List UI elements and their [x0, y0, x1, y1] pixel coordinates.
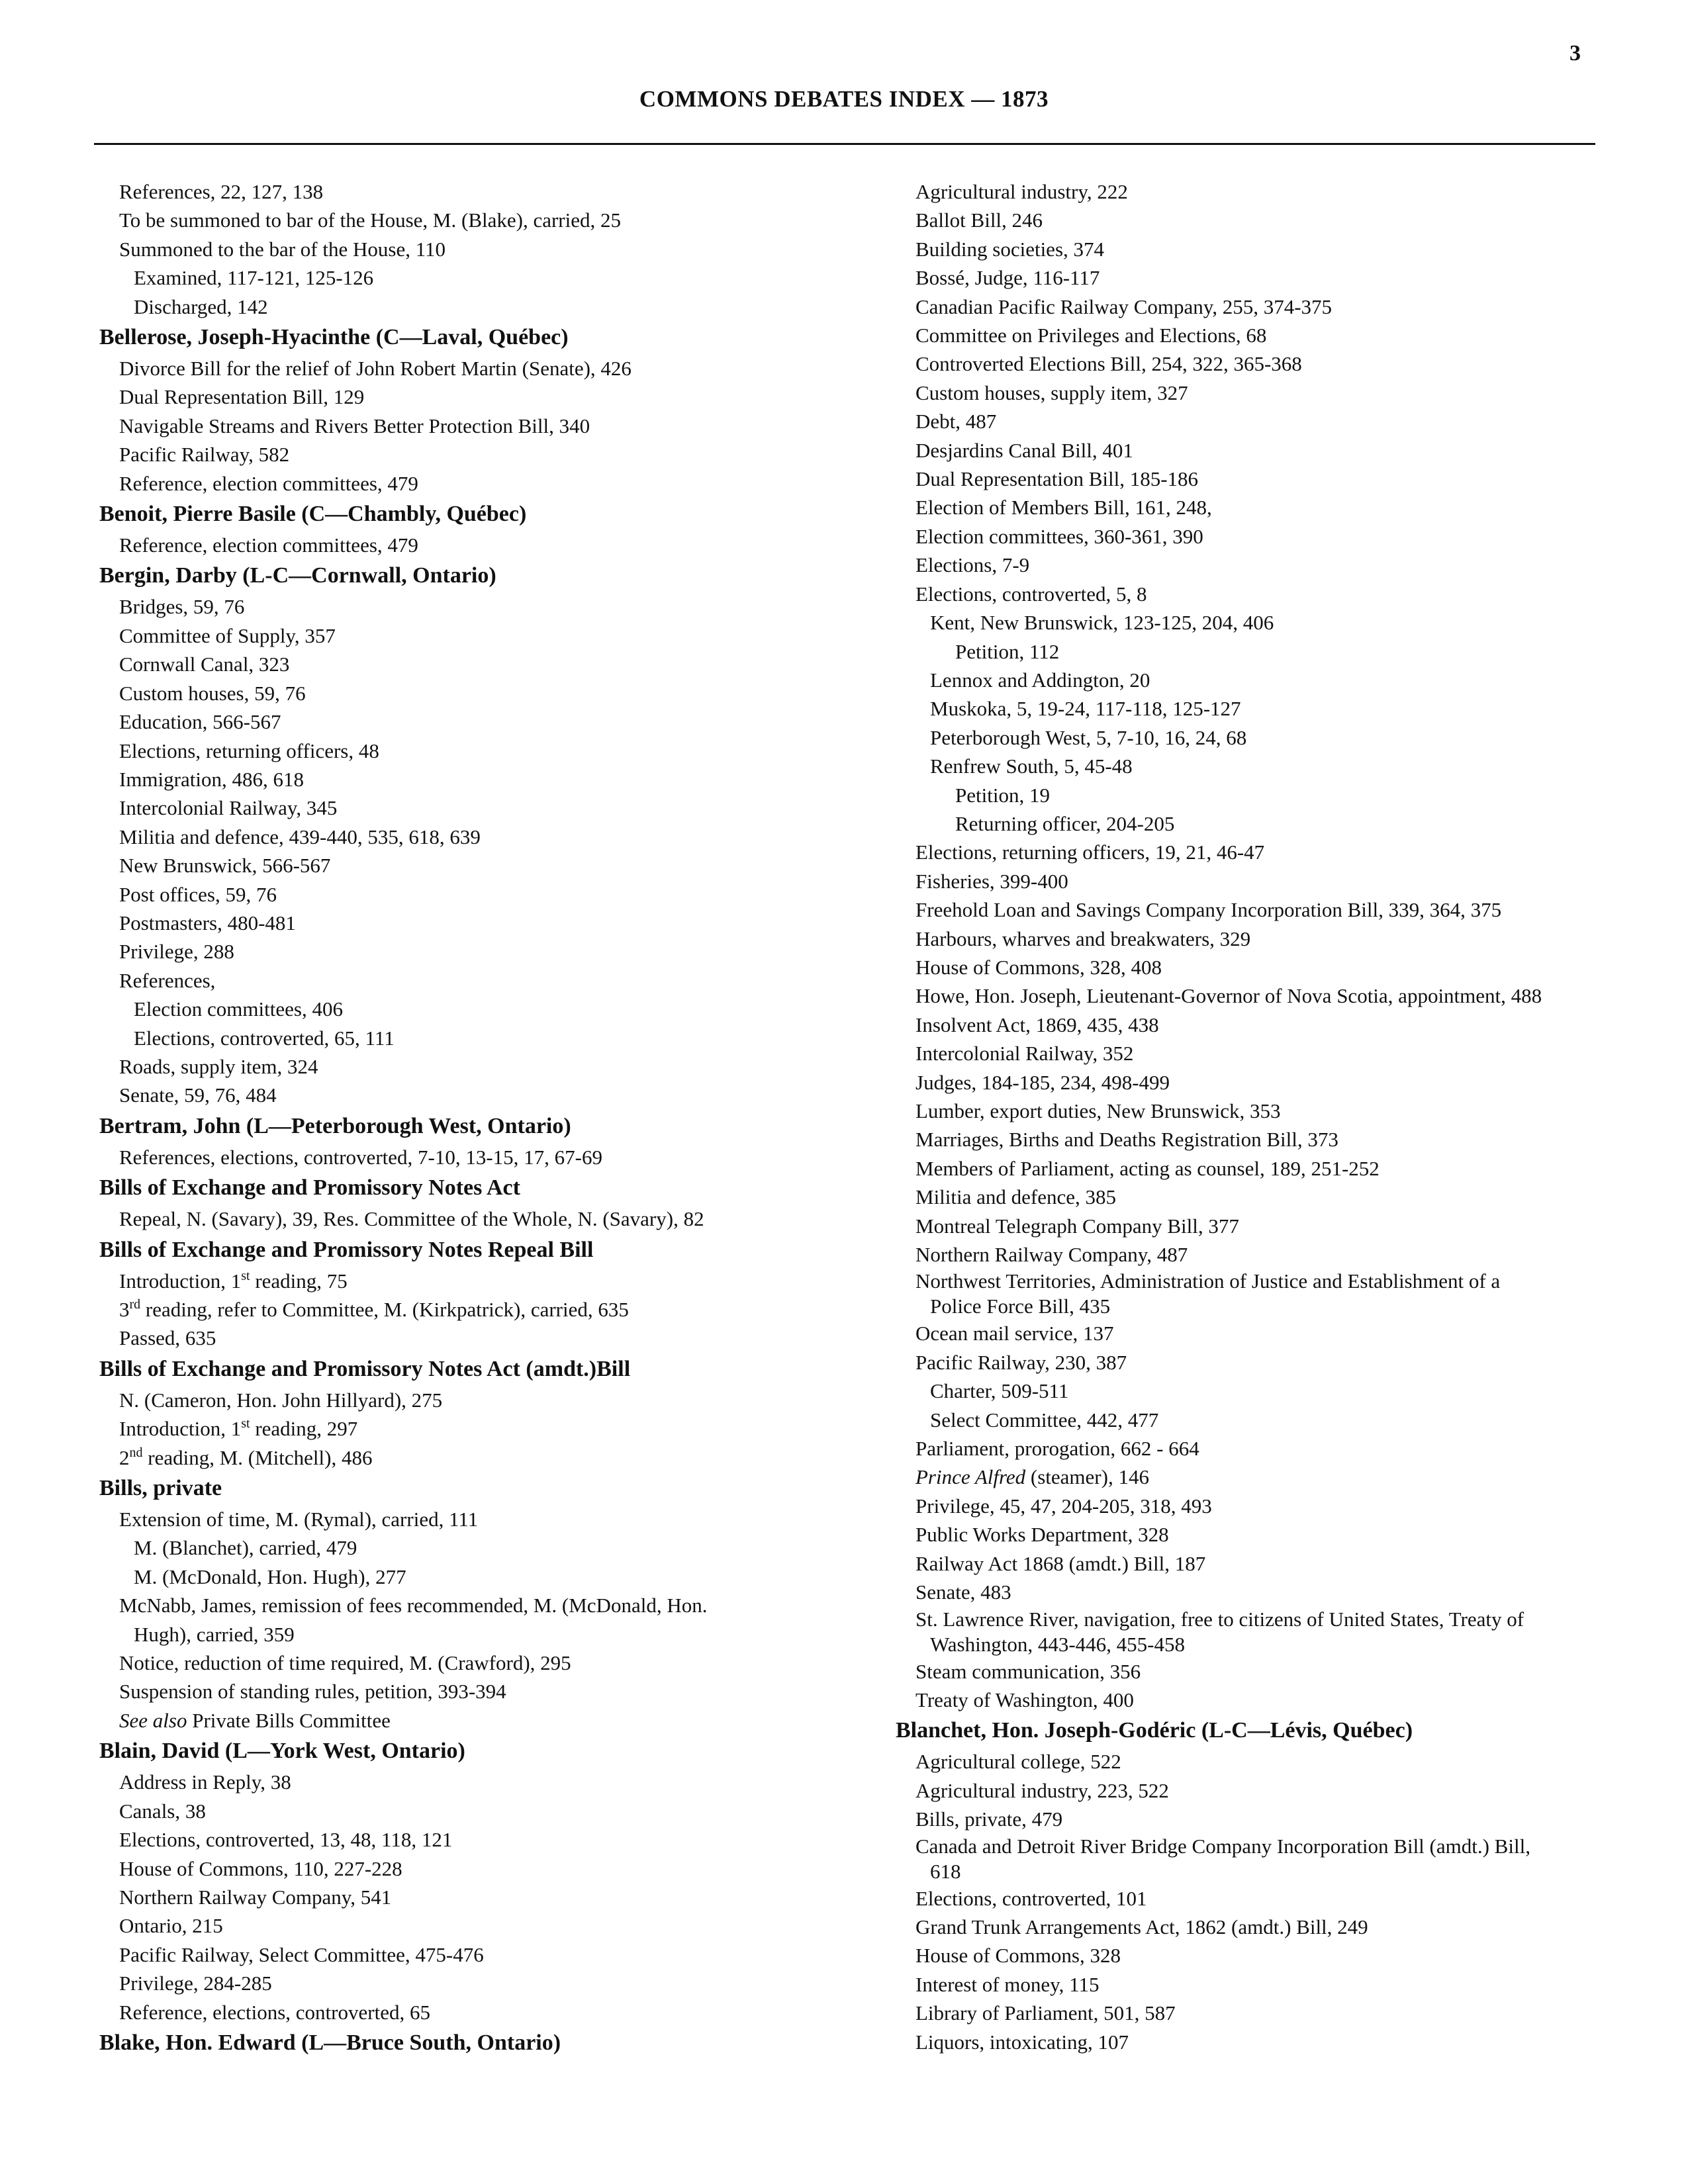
- index-entry: References, 22, 127, 138: [119, 180, 324, 203]
- entry-text: reading, M. (Mitchell), 486: [142, 1445, 373, 1469]
- index-heading: Bergin, Darby (L-C—Cornwall, Ontario): [99, 563, 496, 588]
- index-entry: Agricultural industry, 223, 522: [915, 1778, 1169, 1802]
- vessel-name: Prince Alfred: [915, 1465, 1026, 1489]
- index-entry: Library of Parliament, 501, 587: [915, 2001, 1176, 2025]
- index-heading: Blanchet, Hon. Joseph-Godéric (L-C—Lévis, Québec): [896, 1718, 1413, 1743]
- header-rule: [94, 143, 1595, 145]
- entry-text: reading, 75: [250, 1269, 348, 1293]
- index-entry: [896, 1463, 1624, 1491]
- index-entry: Freehold Loan and Savings Company Incorporation Bill, 339, 364, 375: [915, 898, 1502, 922]
- entry-text: reading, refer to Committee, M. (Kirkpatrick), carried, 635: [140, 1298, 629, 1321]
- index-subentry: M. (McDonald, Hon. Hugh), 277: [134, 1565, 406, 1588]
- index-entry: Custom houses, 59, 76: [119, 681, 306, 705]
- index-entry: Summoned to the bar of the House, 110: [119, 237, 446, 261]
- index-entry: Custom houses, supply item, 327: [915, 381, 1188, 404]
- index-entry: Pacific Railway, 582: [119, 443, 290, 467]
- ordinal-suffix: st: [241, 1416, 250, 1432]
- index-entry-continuation: 618: [930, 1859, 961, 1883]
- index-entry: Elections, returning officers, 19, 21, 46-47: [915, 841, 1265, 864]
- index-entry: Postmasters, 480-481: [119, 911, 296, 934]
- index-entry: Agricultural industry, 222: [915, 180, 1128, 203]
- index-entry: Reference, election committees, 479: [119, 471, 418, 495]
- index-heading: Bertram, John (L—Peterborough West, Ontario): [99, 1113, 571, 1138]
- index-subentry: Kent, New Brunswick, 123-125, 204, 406: [930, 611, 1274, 635]
- index-entry: [99, 1706, 861, 1735]
- index-entry: Debt, 487: [915, 410, 997, 433]
- index-entry: Canadian Pacific Railway Company, 255, 374-375: [915, 295, 1333, 318]
- ordinal-suffix: rd: [129, 1297, 141, 1312]
- ordinal-suffix: nd: [129, 1445, 143, 1460]
- index-entry: Public Works Department, 328: [915, 1523, 1169, 1547]
- index-heading: Bills of Exchange and Promissory Notes Act: [99, 1175, 520, 1201]
- index-entry: Cornwall Canal, 323: [119, 653, 290, 676]
- index-entry: Insolvent Act, 1869, 435, 438: [915, 1013, 1159, 1036]
- index-entry: Privilege, 284-285: [119, 1972, 272, 1995]
- index-entry: Elections, controverted, 13, 48, 118, 121: [119, 1828, 453, 1852]
- index-entry: Roads, supply item, 324: [119, 1054, 318, 1078]
- index-entry: Ballot Bill, 246: [915, 208, 1043, 232]
- index-entry: Canada and Detroit River Bridge Company Incorporation Bill (amdt.) Bill,: [915, 1834, 1530, 1858]
- index-entry: Railway Act 1868 (amdt.) Bill, 187: [915, 1551, 1206, 1575]
- index-heading: Benoit, Pierre Basile (C—Chambly, Québec): [99, 502, 527, 527]
- ordinal-suffix: st: [241, 1268, 250, 1283]
- index-entry: Desjardins Canal Bill, 401: [915, 438, 1133, 462]
- index-entry: House of Commons, 328, 408: [915, 955, 1162, 979]
- index-entry: Senate, 483: [915, 1580, 1011, 1604]
- index-entry: Parliament, prorogation, 662 - 664: [915, 1437, 1199, 1461]
- right-column: [896, 177, 1624, 2056]
- index-subentry: Muskoka, 5, 19-24, 117-118, 125-127: [930, 697, 1241, 721]
- index-entry: House of Commons, 328: [915, 1944, 1121, 1968]
- index-entry: [99, 1443, 861, 1472]
- index-entry: Committee on Privileges and Elections, 68: [915, 324, 1267, 347]
- index-entry: Election committees, 360-361, 390: [915, 524, 1203, 548]
- index-entry: Liquors, intoxicating, 107: [915, 2030, 1129, 2054]
- index-entry: Extension of time, M. (Rymal), carried, 111: [119, 1508, 479, 1531]
- index-entry: Lumber, export duties, New Brunswick, 353: [915, 1099, 1281, 1122]
- index-heading: Bills of Exchange and Promissory Notes Repeal Bill: [99, 1237, 594, 1262]
- index-entry: Northern Railway Company, 541: [119, 1885, 392, 1909]
- index-entry: Elections, controverted, 5, 8: [915, 582, 1147, 606]
- entry-text: 3: [119, 1298, 130, 1321]
- index-entry: To be summoned to bar of the House, M. (Blake), carried, 25: [119, 208, 621, 232]
- index-subentry: Discharged, 142: [134, 295, 268, 318]
- index-heading: Bills, private: [99, 1476, 222, 1501]
- index-subentry: Election committees, 406: [134, 997, 343, 1021]
- index-entry: Bridges, 59, 76: [119, 595, 245, 619]
- index-entry: Controverted Elections Bill, 254, 322, 365-368: [915, 352, 1302, 376]
- entry-text: 2: [119, 1445, 130, 1469]
- index-subentry: Lennox and Addington, 20: [930, 668, 1150, 692]
- index-entry: Steam communication, 356: [915, 1659, 1141, 1683]
- see-also-label: See also: [119, 1708, 187, 1732]
- index-entry: Treaty of Washington, 400: [915, 1688, 1134, 1711]
- index-entry: Fisheries, 399-400: [915, 869, 1068, 893]
- index-entry: New Brunswick, 566-567: [119, 854, 331, 878]
- index-entry: Militia and defence, 439-440, 535, 618, 639: [119, 825, 481, 848]
- index-entry: Passed, 635: [119, 1326, 216, 1350]
- index-entry: Post offices, 59, 76: [119, 882, 277, 906]
- index-entry: Militia and defence, 385: [915, 1185, 1117, 1209]
- index-entry: [99, 1414, 861, 1443]
- index-heading: Blain, David (L—York West, Ontario): [99, 1739, 465, 1764]
- index-entry: Elections, 7-9: [915, 553, 1030, 577]
- index-entry: Education, 566-567: [119, 710, 281, 734]
- index-entry: Suspension of standing rules, petition, 393-394: [119, 1680, 506, 1704]
- index-entry: Agricultural college, 522: [915, 1750, 1121, 1774]
- index-subentry: Peterborough West, 5, 7-10, 16, 24, 68: [930, 725, 1247, 749]
- index-entry: Pacific Railway, Select Committee, 475-476: [119, 1942, 484, 1966]
- index-entry: Dual Representation Bill, 185-186: [915, 467, 1199, 491]
- index-entry: Dual Representation Bill, 129: [119, 385, 365, 409]
- entry-text: Introduction, 1: [119, 1269, 242, 1293]
- index-entry: Harbours, wharves and breakwaters, 329: [915, 927, 1251, 950]
- index-entry: Pacific Railway, 230, 387: [915, 1350, 1127, 1374]
- index-entry: Notice, reduction of time required, M. (Crawford), 295: [119, 1651, 571, 1675]
- index-entry: Bossé, Judge, 116-117: [915, 266, 1100, 290]
- index-entry: Privilege, 288: [119, 940, 234, 964]
- index-entry: Address in Reply, 38: [119, 1770, 291, 1794]
- index-entry: Marriages, Births and Deaths Registration Bill, 373: [915, 1128, 1338, 1152]
- index-entry: Bills, private, 479: [915, 1807, 1063, 1831]
- index-heading: Bills of Exchange and Promissory Notes Act (amdt.)Bill: [99, 1356, 631, 1381]
- index-entry: Divorce Bill for the relief of John Robert Martin (Senate), 426: [119, 357, 632, 381]
- index-subsubentry: Petition, 19: [955, 783, 1050, 807]
- index-heading: Blake, Hon. Edward (L—Bruce South, Ontario): [99, 2030, 561, 2055]
- index-entry: Immigration, 486, 618: [119, 767, 304, 791]
- index-subsubentry: Petition, 112: [955, 639, 1060, 663]
- entry-text: Introduction, 1: [119, 1417, 242, 1441]
- index-entry: Reference, elections, controverted, 65: [119, 2000, 430, 2024]
- index-entry: St. Lawrence River, navigation, free to citizens of United States, Treaty of: [915, 1607, 1524, 1631]
- index-entry: Election of Members Bill, 161, 248,: [915, 496, 1212, 520]
- index-subentry: M. (Blanchet), carried, 479: [134, 1536, 357, 1560]
- index-entry: Intercolonial Railway, 345: [119, 796, 338, 820]
- index-subentry: Renfrew South, 5, 45-48: [930, 754, 1133, 778]
- index-entry: Members of Parliament, acting as counsel, 189, 251-252: [915, 1156, 1380, 1180]
- index-entry: N. (Cameron, Hon. John Hillyard), 275: [119, 1388, 443, 1412]
- index-entry: Montreal Telegraph Company Bill, 377: [915, 1214, 1239, 1238]
- index-entry: Navigable Streams and Rivers Better Protection Bill, 340: [119, 414, 590, 437]
- index-heading: Bellerose, Joseph-Hyacinthe (C—Laval, Québec): [99, 325, 569, 350]
- index-entry: [99, 1267, 861, 1295]
- index-entry: References, elections, controverted, 7-10, 13-15, 17, 67-69: [119, 1145, 602, 1169]
- index-subentry: Elections, controverted, 65, 111: [134, 1026, 395, 1050]
- index-entry: Ocean mail service, 137: [915, 1322, 1114, 1345]
- index-subsubentry: Returning officer, 204-205: [955, 811, 1175, 835]
- index-entry: Northwest Territories, Administration of Justice and Establishment of a: [915, 1269, 1501, 1293]
- entry-text: Private Bills Committee: [187, 1708, 391, 1732]
- index-subentry: Charter, 509-511: [930, 1379, 1069, 1403]
- page-title: COMMONS DEBATES INDEX — 1873: [639, 86, 1049, 112]
- page-number: 3: [1570, 41, 1581, 66]
- index-entry: McNabb, James, remission of fees recommended, M. (McDonald, Hon.: [119, 1594, 708, 1617]
- index-entry: Northern Railway Company, 487: [915, 1243, 1188, 1267]
- index-entry: Canals, 38: [119, 1799, 206, 1823]
- index-entry-continuation: Hugh), carried, 359: [134, 1622, 295, 1646]
- index-entry-continuation: Police Force Bill, 435: [930, 1295, 1111, 1318]
- index-entry: Howe, Hon. Joseph, Lieutenant-Governor of Nova Scotia, appointment, 488: [915, 984, 1542, 1008]
- index-entry: Building societies, 374: [915, 237, 1105, 261]
- index-entry: Grand Trunk Arrangements Act, 1862 (amdt.) Bill, 249: [915, 1915, 1368, 1938]
- index-entry: Judges, 184-185, 234, 498-499: [915, 1070, 1170, 1094]
- index-entry: Interest of money, 115: [915, 1972, 1100, 1996]
- index-subentry: Examined, 117-121, 125-126: [134, 266, 374, 290]
- index-entry: Ontario, 215: [119, 1914, 223, 1938]
- index-entry: Reference, election committees, 479: [119, 533, 418, 557]
- index-entry: Elections, controverted, 101: [915, 1886, 1147, 1910]
- index-entry-continuation: Washington, 443-446, 455-458: [930, 1632, 1185, 1656]
- index-subentry: Select Committee, 442, 477: [930, 1408, 1159, 1432]
- index-entry: Committee of Supply, 357: [119, 623, 336, 647]
- index-entry: [99, 1295, 861, 1324]
- index-entry: House of Commons, 110, 227-228: [119, 1856, 402, 1880]
- index-entry: Intercolonial Railway, 352: [915, 1042, 1134, 1066]
- entry-text: reading, 297: [250, 1417, 358, 1441]
- index-entry: Repeal, N. (Savary), 39, Res. Committee of the Whole, N. (Savary), 82: [119, 1207, 704, 1231]
- left-column: [99, 177, 861, 2060]
- index-entry: Senate, 59, 76, 484: [119, 1083, 277, 1107]
- entry-text: (steamer), 146: [1025, 1465, 1149, 1489]
- index-entry: Privilege, 45, 47, 204-205, 318, 493: [915, 1494, 1212, 1518]
- index-entry: Elections, returning officers, 48: [119, 739, 379, 762]
- index-entry: References,: [119, 968, 216, 992]
